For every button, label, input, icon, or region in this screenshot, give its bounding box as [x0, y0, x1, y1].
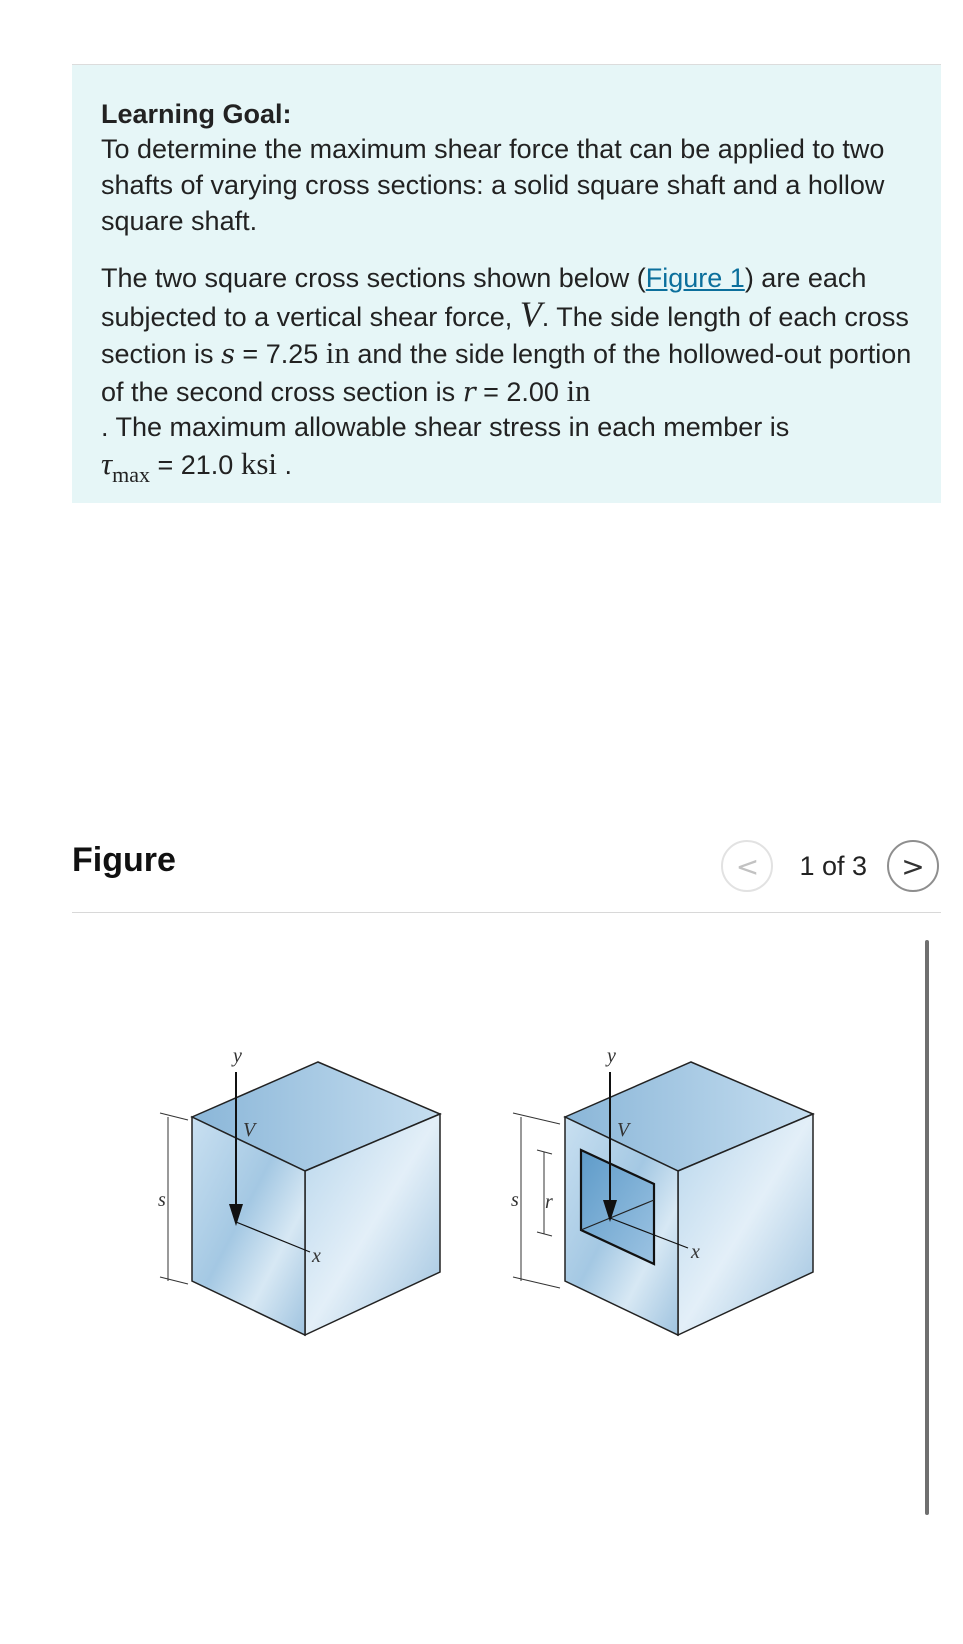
previous-figure-button[interactable]: [721, 840, 773, 892]
hollow-length-symbol: r: [462, 376, 476, 408]
solid-square-block: [160, 1062, 440, 1335]
chevron-left-icon: <: [735, 849, 760, 883]
solid-x-label: x: [312, 1245, 321, 1267]
hollow-y-label: y: [607, 1045, 616, 1067]
figure-pager: [721, 838, 939, 894]
solid-s-label: s: [158, 1189, 166, 1211]
solid-dimension-tick: [160, 1113, 188, 1120]
problem-text: and the side length of the hollowed-out portion of the second cross section is: [101, 339, 912, 407]
learning-goal-heading: Learning Goal:: [101, 99, 292, 129]
problem-text: The two square cross sections shown below (: [101, 263, 646, 293]
hollow-x-label: x: [691, 1241, 700, 1263]
figure-title: Figure: [72, 841, 176, 879]
problem-statement: [101, 261, 913, 487]
figure-divider: [72, 912, 941, 913]
side-length-unit: in: [325, 335, 350, 370]
problem-text: . The maximum allowable shear stress in each member is: [101, 412, 790, 442]
side-length-value: = 7.25: [234, 339, 326, 369]
side-length-symbol: s: [221, 339, 235, 370]
chevron-right-icon: >: [901, 849, 925, 883]
figure-scrollbar[interactable]: [925, 940, 929, 1515]
figure-page-count: 1 of 3: [799, 850, 867, 881]
figure-1-link[interactable]: Figure 1: [645, 263, 745, 293]
cross-sections-figure: [140, 1045, 860, 1400]
learning-goal-intro: To determine the maximum shear force that can be applied to two shafts of varying cross sections: a solid square shaft and a hollow square shaft.: [101, 134, 885, 236]
solid-dimension-tick: [160, 1277, 188, 1284]
shear-force-symbol: V: [519, 293, 542, 334]
problem-text: ) are each subjected to a vertical shear force,: [101, 263, 867, 332]
hollow-length-unit: in: [566, 372, 591, 408]
max-stress-unit: ksi: [240, 445, 278, 481]
hollow-dimension-tick: [513, 1113, 560, 1124]
hollow-square-block: [513, 1062, 813, 1335]
max-stress-value: = 21.0: [150, 449, 241, 480]
next-figure-button[interactable]: [887, 840, 939, 892]
hollow-s-label: s: [511, 1189, 519, 1211]
learning-goal-panel: [72, 65, 941, 503]
problem-text: . The side length of each cross section is: [101, 301, 909, 369]
hollow-V-label: V: [617, 1119, 630, 1141]
solid-V-label: V: [243, 1119, 256, 1141]
hollow-length-value: = 2.00: [475, 376, 567, 407]
solid-y-label: y: [233, 1045, 242, 1067]
hollow-dimension-tick: [513, 1277, 560, 1288]
hollow-r-label: r: [545, 1191, 553, 1213]
tau-subscript: max: [112, 461, 150, 487]
problem-text: .: [277, 449, 293, 480]
tau-symbol: τ: [101, 445, 113, 481]
